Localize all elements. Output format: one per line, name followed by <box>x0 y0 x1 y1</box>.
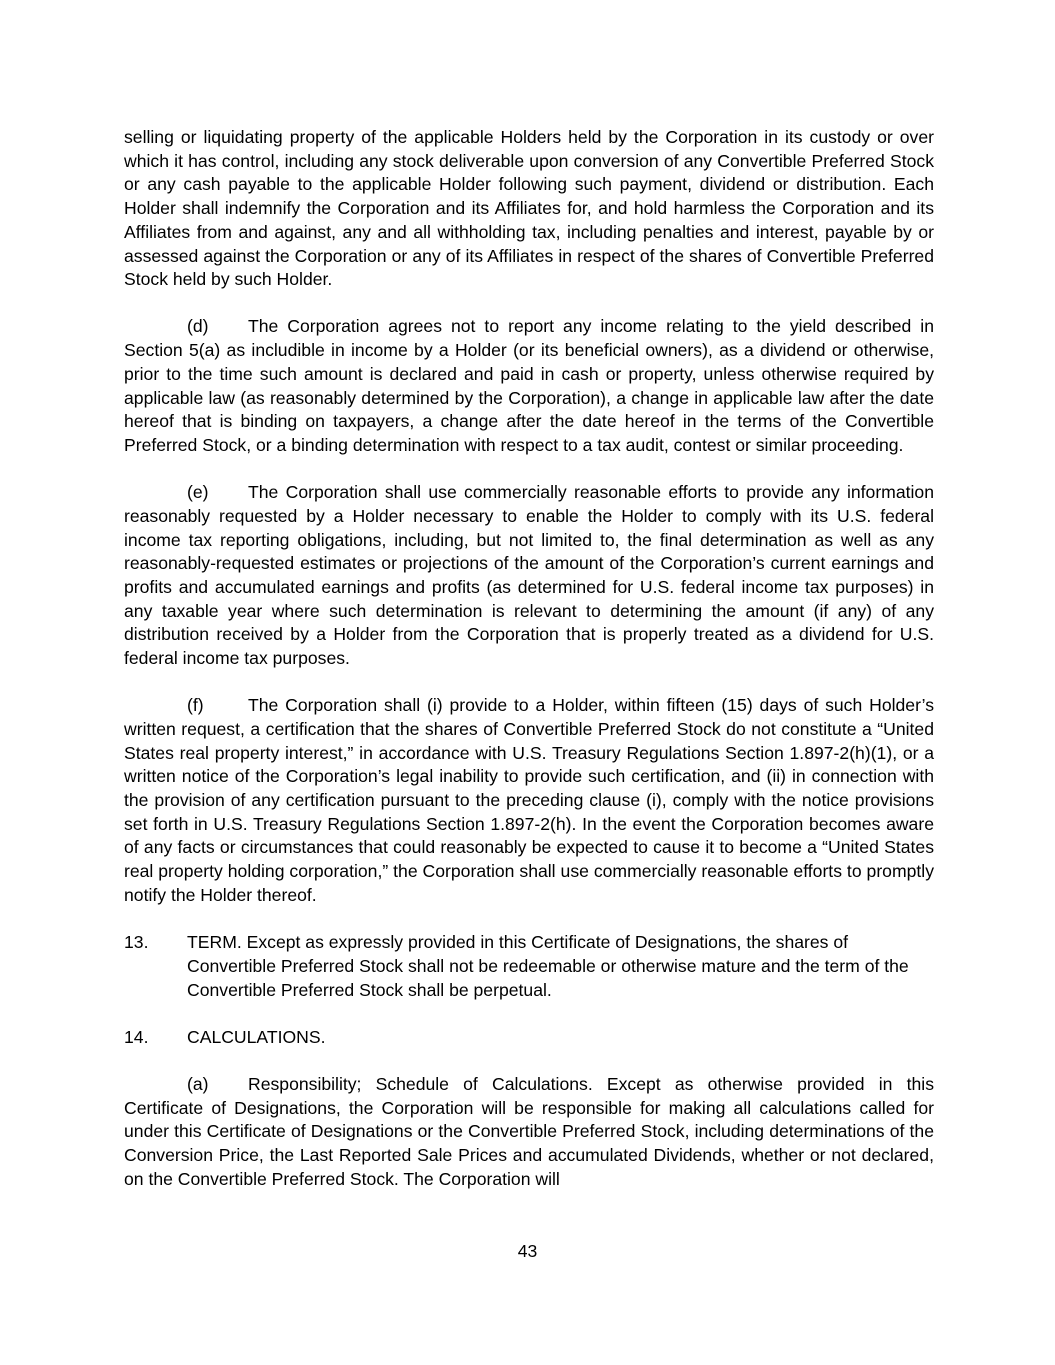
section-13-number: 13. <box>124 932 149 953</box>
section-13 <box>124 931 934 1002</box>
paragraph-d-label: (d) <box>187 316 209 337</box>
paragraph-14a-text: Responsibility; Schedule of Calculations. Except as otherwise provided in this Certificate of Designations, the Corporation will be responsible for making all calculations called for under this Certificate of Designations or the Convertible Preferred Stock, including determinations of the Conversion Price, the Last Reported Sale Prices and accumulated Dividends, whether or not declared, on the Convertible Preferred Stock. The Corporation will <box>124 1073 934 1189</box>
paragraph-e <box>124 481 934 671</box>
document-page <box>124 126 934 1191</box>
page-number: 43 <box>517 1241 538 1261</box>
paragraph-d-text: The Corporation agrees not to report any income relating to the yield described in Section 5(a) as includible in income by a Holder (or its beneficial owners), as a dividend or otherwise, prior to the time such amount is declared and paid in cash or property, unless otherwise required by applicable law (as reasonably determined by the Corporation), a change in applicable law after the date hereof that is binding on taxpayers, a change after the date hereof in the terms of the Convertible Preferred Stock, or a binding determination with respect to a tax audit, contest or similar proceeding. <box>124 316 934 455</box>
paragraph-f-label: (f) <box>187 695 204 716</box>
paragraph-f-text: The Corporation shall (i) provide to a Holder, within fifteen (15) days of such Holder’s written request, a certification that the shares of Convertible Preferred Stock do not constitute a “United States real property interest,” in accordance with U.S. Treasury Regulations Section 1.897-2(h)(1), or a written notice of the Corporation’s legal inability to provide such certification, and (ii) in connection with the provision of any certification pursuant to the preceding clause (i), comply with the notice provisions set forth in U.S. Treasury Regulations Section 1.897-2(h). In the event the Corporation becomes aware of any facts or circumstances that could reasonably be expected to cause it to become a “United States real property holding corporation,” the Corporation shall use commercially reasonable efforts to promptly notify the Holder thereof. <box>124 695 934 905</box>
paragraph-d <box>124 315 934 457</box>
section-13-text: TERM. Except as expressly provided in this Certificate of Designations, the shares of Convertible Preferred Stock shall not be redeemable or otherwise mature and the term of the Convertible Preferred Stock shall be perpetual. <box>187 932 909 1000</box>
paragraph-f <box>124 694 934 907</box>
section-14-heading: CALCULATIONS. <box>187 1026 326 1047</box>
paragraph-continuation: selling or liquidating property of the applicable Holders held by the Corporation in its custody or over which it has control, including any stock deliverable upon conversion of any Convertible Preferred Stock or any cash payable to the applicable Holder following such payment, dividend or distribution. Each Holder shall indemnify the Corporation and its Affiliates for, and hold harmless the Corporation and its Affiliates from and against, any and all withholding tax, including penalties and interest, payable by or assessed against the Corporation or any of its Affiliates in respect of the shares of Convertible Preferred Stock held by such Holder. <box>124 127 934 290</box>
section-14-number: 14. <box>124 1026 149 1047</box>
paragraph-14a-label: (a) <box>187 1073 209 1094</box>
paragraph-14a <box>124 1073 934 1192</box>
paragraph-e-label: (e) <box>187 482 209 503</box>
paragraph-e-text: The Corporation shall use commercially reasonable efforts to provide any information reasonably requested by a Holder necessary to enable the Holder to comply with its U.S. federal income tax reporting obligations, including, but not limited to, the final determination as well as any reasonably-requested estimates or projections of the amount of the Corporation’s current earnings and profits and accumulated earnings and profits (as determined for U.S. federal income tax purposes) in any taxable year where such determination is relevant to determining the amount (if any) of any distribution received by a Holder from the Corporation that is properly treated as a dividend for U.S. federal income tax purposes. <box>124 482 934 669</box>
section-14 <box>124 1026 934 1050</box>
